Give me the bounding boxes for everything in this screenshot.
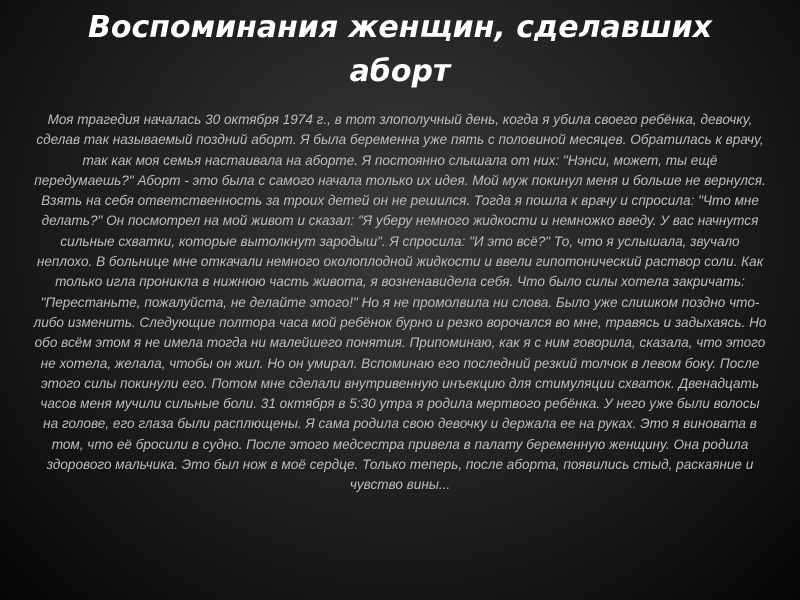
slide-title: Воспоминания женщин, сделавших аборт [87, 10, 713, 89]
slide-body-text: Моя трагедия началась 30 октября 1974 г., в тот злополучный день, когда я убила своего ребёнка, девочку, сделав так называемый поздний аборт. Я была беременна уже пять с половиной месяцев. Обратилась к врачу, так как моя семья настаивала на аборте. Я постоянно слышала от них: "Нэнси, может, ты ещё передумаешь?" Аборт - это была с самого начала только их идея. Мой муж покинул меня и больше не вернулся. Взять на себя ответственность за троих детей он не решился. Тогда я пошла к врачу и спросила: "Что мне делать?" Он посмотрел на мой живот и сказал: "Я уберу немного жидкости и немножко введу. У вас начнутся сильные схватки, которые вытолкнут зародыш". Я спросила: "И это всё?" То, что я услышала, звучало неплохо. В больнице мне откачали немного околоплодной жидкости и ввели гипотонический раствор соли. Как только игла проникла в нижнюю часть живота, я возненавидела себя. Что было силы хотела закричать: "Перестаньте, пожалуйста, не делайте этого!" Но я не промолвила ни слова. Было уже слишком поздно что-либо изменить. Следующие полтора часа мой ребёнок бурно и резко ворочался во мне, травясь и задыхаясь. Но обо всём этом я не имела тогда ни малейшего понятия. Припоминаю, как я с ним говорила, сказала, что этого не хотела, желала, чтобы он жил. Но он умирал. Вспоминаю его последний резкий толчок в левом боку. После этого силы покинули его. Потом мне сделали внутривенную инъекцию для стимуляции схваток. Двенадцать часов меня мучили сильные боли. 31 октября в 5:30 утра я родила мертвого ребёнка. У него уже были волосы на голове, его глаза были расплющены. Я сама родила свою девочку и держала ее на руках. Это я виновата в том, что её бросили в судно. После этого медсестра привела в палату беременную женщину. Она родила здорового мальчика. Это был нож в моё сердце. Только теперь, после аборта, появились стыд, раскаяние и чувство вины... [33, 112, 767, 493]
